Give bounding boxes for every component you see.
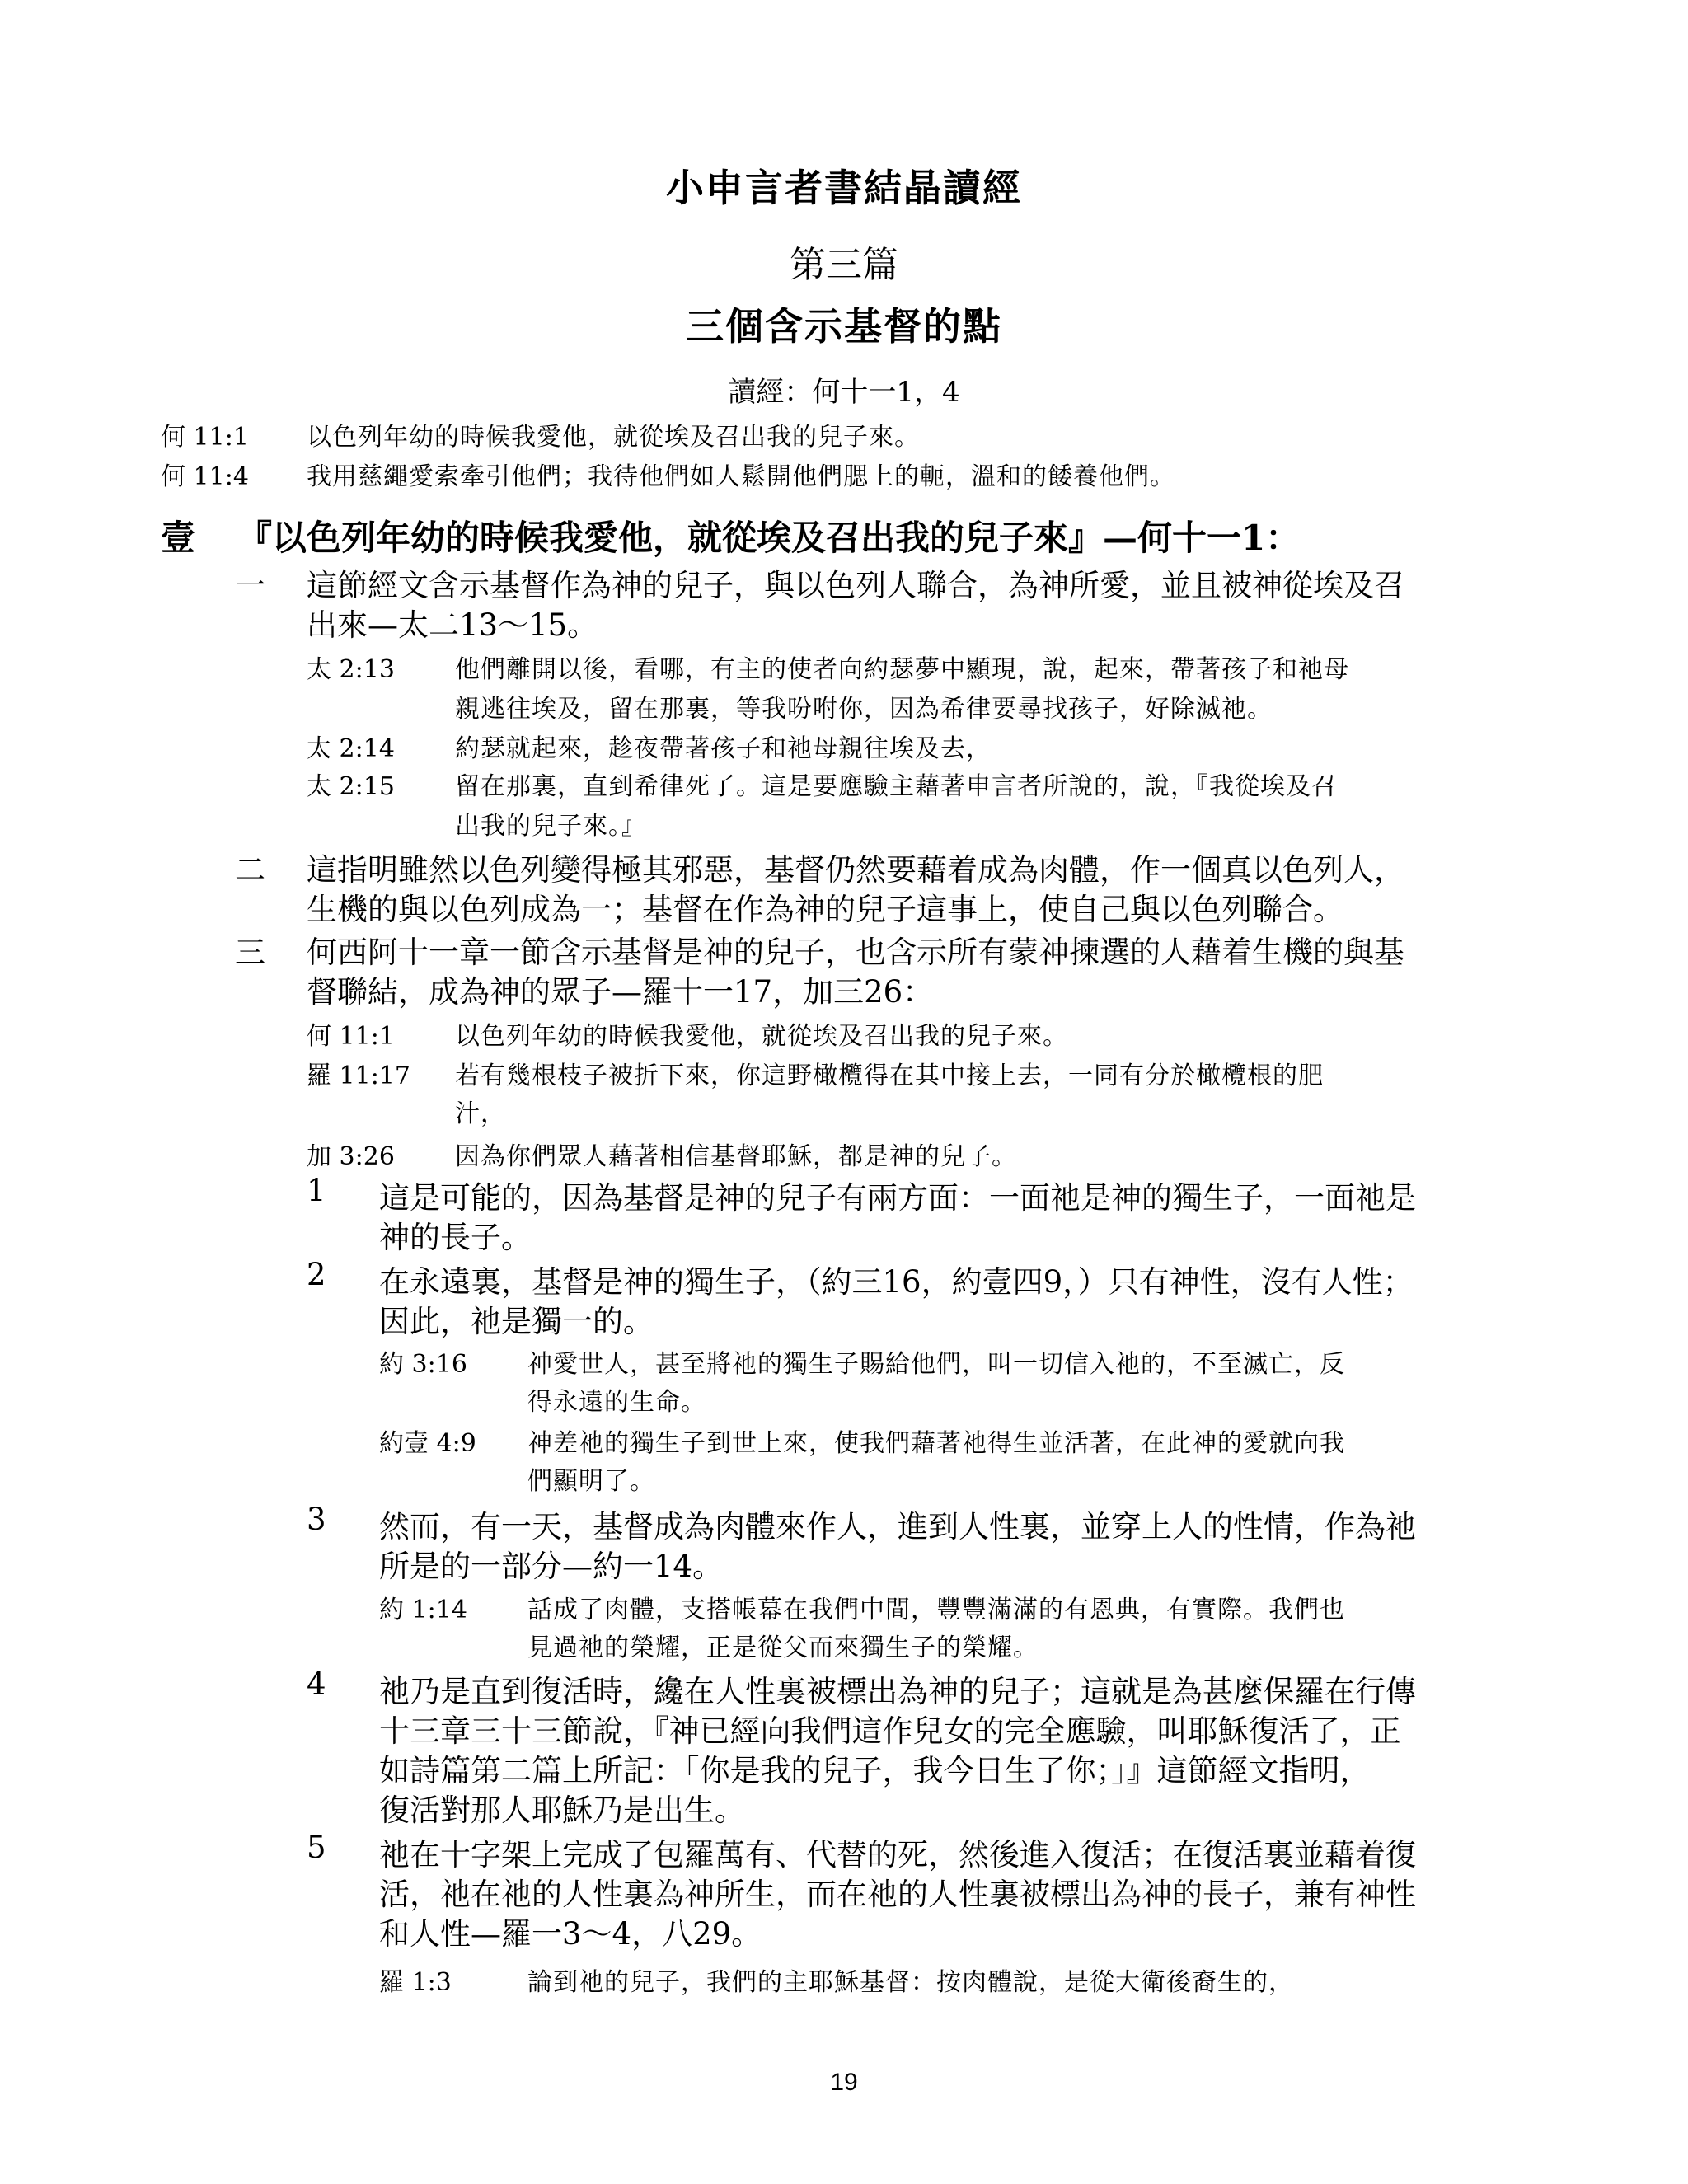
verse-ref: 何 11:4	[161, 462, 249, 491]
point-marker: 一	[235, 568, 265, 603]
verse-ref: 約壹 4:9	[379, 1429, 476, 1458]
section-heading: 『以色列年幼的時候我愛他，就從埃及召出我的兒子來』—何十一1：	[237, 518, 1301, 558]
item-marker: 4	[307, 1666, 326, 1702]
item-line: 因此，祂是獨一的。	[379, 1304, 654, 1339]
section-marker: 壹	[161, 518, 196, 558]
point-line: 這指明雖然以色列變得極其邪惡，基督仍然要藉着成為肉體，作一個真以色列人，	[307, 852, 1404, 888]
item-line: 所是的一部分—約一14。	[379, 1549, 724, 1584]
page-number: 19	[830, 2069, 858, 2096]
item-line: 活，祂在祂的人性裏為神所生，而在祂的人性裏被標出為神的長子，兼有神性	[379, 1877, 1416, 1912]
verse-text: 話成了肉體，支搭帳幕在我們中間，豐豐滿滿的有恩典，有實際。我們也	[528, 1596, 1345, 1624]
verse-ref: 太 2:15	[307, 772, 395, 801]
item-line: 然而，有一天，基督成為肉體來作人，進到人性裏，並穿上人的性情，作為祂	[379, 1509, 1416, 1544]
verse-text: 他們離開以後，看哪，有主的使者向約瑟夢中顯現，說，起來，帶著孩子和祂母	[455, 655, 1349, 684]
item-line: 這是可能的，因為基督是神的兒子有兩方面：一面祂是神的獨生子，一面祂是	[379, 1180, 1416, 1216]
message-title: 三個含示基督的點	[686, 304, 1002, 349]
item-line: 在永遠裏，基督是神的獨生子，（約三16，約壹四9，）只有神性，沒有人性；	[379, 1264, 1414, 1300]
verse-text: 以色列年幼的時候我愛他，就從埃及召出我的兒子來。	[307, 423, 920, 452]
item-line: 祂乃是直到復活時，纔在人性裏被標出為神的兒子；這就是為甚麼保羅在行傳	[379, 1674, 1416, 1709]
verse-text: 得永遠的生命。	[528, 1388, 706, 1417]
verse-text: 以色列年幼的時候我愛他，就從埃及召出我的兒子來。	[455, 1022, 1068, 1051]
message-number: 第三篇	[790, 244, 898, 286]
verse-ref: 約 1:14	[379, 1596, 467, 1624]
point-line: 何西阿十一章一節含示基督是神的兒子，也含示所有蒙神揀選的人藉着生機的與基	[307, 935, 1404, 970]
verse-text: 親逃往埃及，留在那裏，等我吩咐你，因為希律要尋找孩子，好除滅祂。	[455, 695, 1273, 724]
point-marker: 二	[235, 852, 265, 888]
point-line: 出來—太二13～15。	[307, 607, 598, 643]
verse-text: 出我的兒子來。』	[455, 812, 647, 841]
item-line: 祂在十字架上完成了包羅萬有、代替的死，然後進入復活；在復活裏並藉着復	[379, 1837, 1416, 1872]
verse-ref: 加 3:26	[307, 1142, 395, 1171]
verse-text: 們顯明了。	[528, 1467, 655, 1496]
point-line: 生機的與以色列成為一；基督在作為神的兒子這事上，使自己與以色列聯合。	[307, 892, 1343, 927]
book-title: 小申言者書結晶讀經	[666, 166, 1022, 210]
verse-ref: 何 11:1	[307, 1022, 395, 1051]
verse-text: 神愛世人，甚至將祂的獨生子賜給他們，叫一切信入祂的，不至滅亡，反	[528, 1350, 1345, 1379]
verse-ref: 太 2:14	[307, 734, 395, 763]
verse-text: 汁，	[455, 1099, 506, 1128]
item-line: 如詩篇第二篇上所記：「你是我的兒子，我今日生了你；」』這節經文指明，	[379, 1753, 1371, 1788]
verse-text: 留在那裏，直到希律死了。這是要應驗主藉著申言者所說的，說，『我從埃及召	[455, 772, 1337, 801]
item-marker: 1	[307, 1173, 326, 1208]
verse-text: 我用慈繩愛索牽引他們；我待他們如人鬆開他們腮上的軛，溫和的餧養他們。	[307, 462, 1175, 491]
item-marker: 5	[307, 1830, 326, 1865]
point-line: 這節經文含示基督作為神的兒子，與以色列人聯合，為神所愛，並且被神從埃及召	[307, 568, 1404, 603]
verse-ref: 羅 1:3	[379, 1968, 452, 1997]
verse-text: 因為你們眾人藉著相信基督耶穌，都是神的兒子。	[455, 1142, 1017, 1171]
verse-ref: 約 3:16	[379, 1350, 467, 1379]
verse-text: 見過祂的榮耀，正是從父而來獨生子的榮耀。	[528, 1633, 1039, 1662]
item-marker: 2	[307, 1257, 326, 1292]
verse-text: 神差祂的獨生子到世上來，使我們藉著祂得生並活著，在此神的愛就向我	[528, 1429, 1345, 1458]
item-line: 神的長子。	[379, 1220, 532, 1255]
item-line: 十三章三十三節說，『神已經向我們這作兒女的完全應驗，叫耶穌復活了，正	[379, 1713, 1401, 1749]
item-line: 復活對那人耶穌乃是出生。	[379, 1793, 745, 1828]
verse-text: 論到祂的兒子，我們的主耶穌基督：按肉體說，是從大衛後裔生的，	[528, 1968, 1294, 1997]
verse-ref: 太 2:13	[307, 655, 395, 684]
item-marker: 3	[307, 1502, 326, 1537]
verse-ref: 羅 11:17	[307, 1062, 410, 1090]
point-marker: 三	[235, 935, 265, 970]
item-line: 和人性—羅一3～4，八29。	[379, 1916, 762, 1952]
scripture-reading: 讀經：何十一1，4	[728, 376, 960, 409]
verse-text: 若有幾根枝子被折下來，你這野橄欖得在其中接上去，一同有分於橄欖根的肥	[455, 1062, 1324, 1090]
verse-ref: 何 11:1	[161, 423, 249, 452]
point-line: 督聯結，成為神的眾子—羅十一17，加三26：	[307, 974, 934, 1010]
verse-text: 約瑟就起來，趁夜帶著孩子和祂母親往埃及去，	[455, 734, 992, 763]
